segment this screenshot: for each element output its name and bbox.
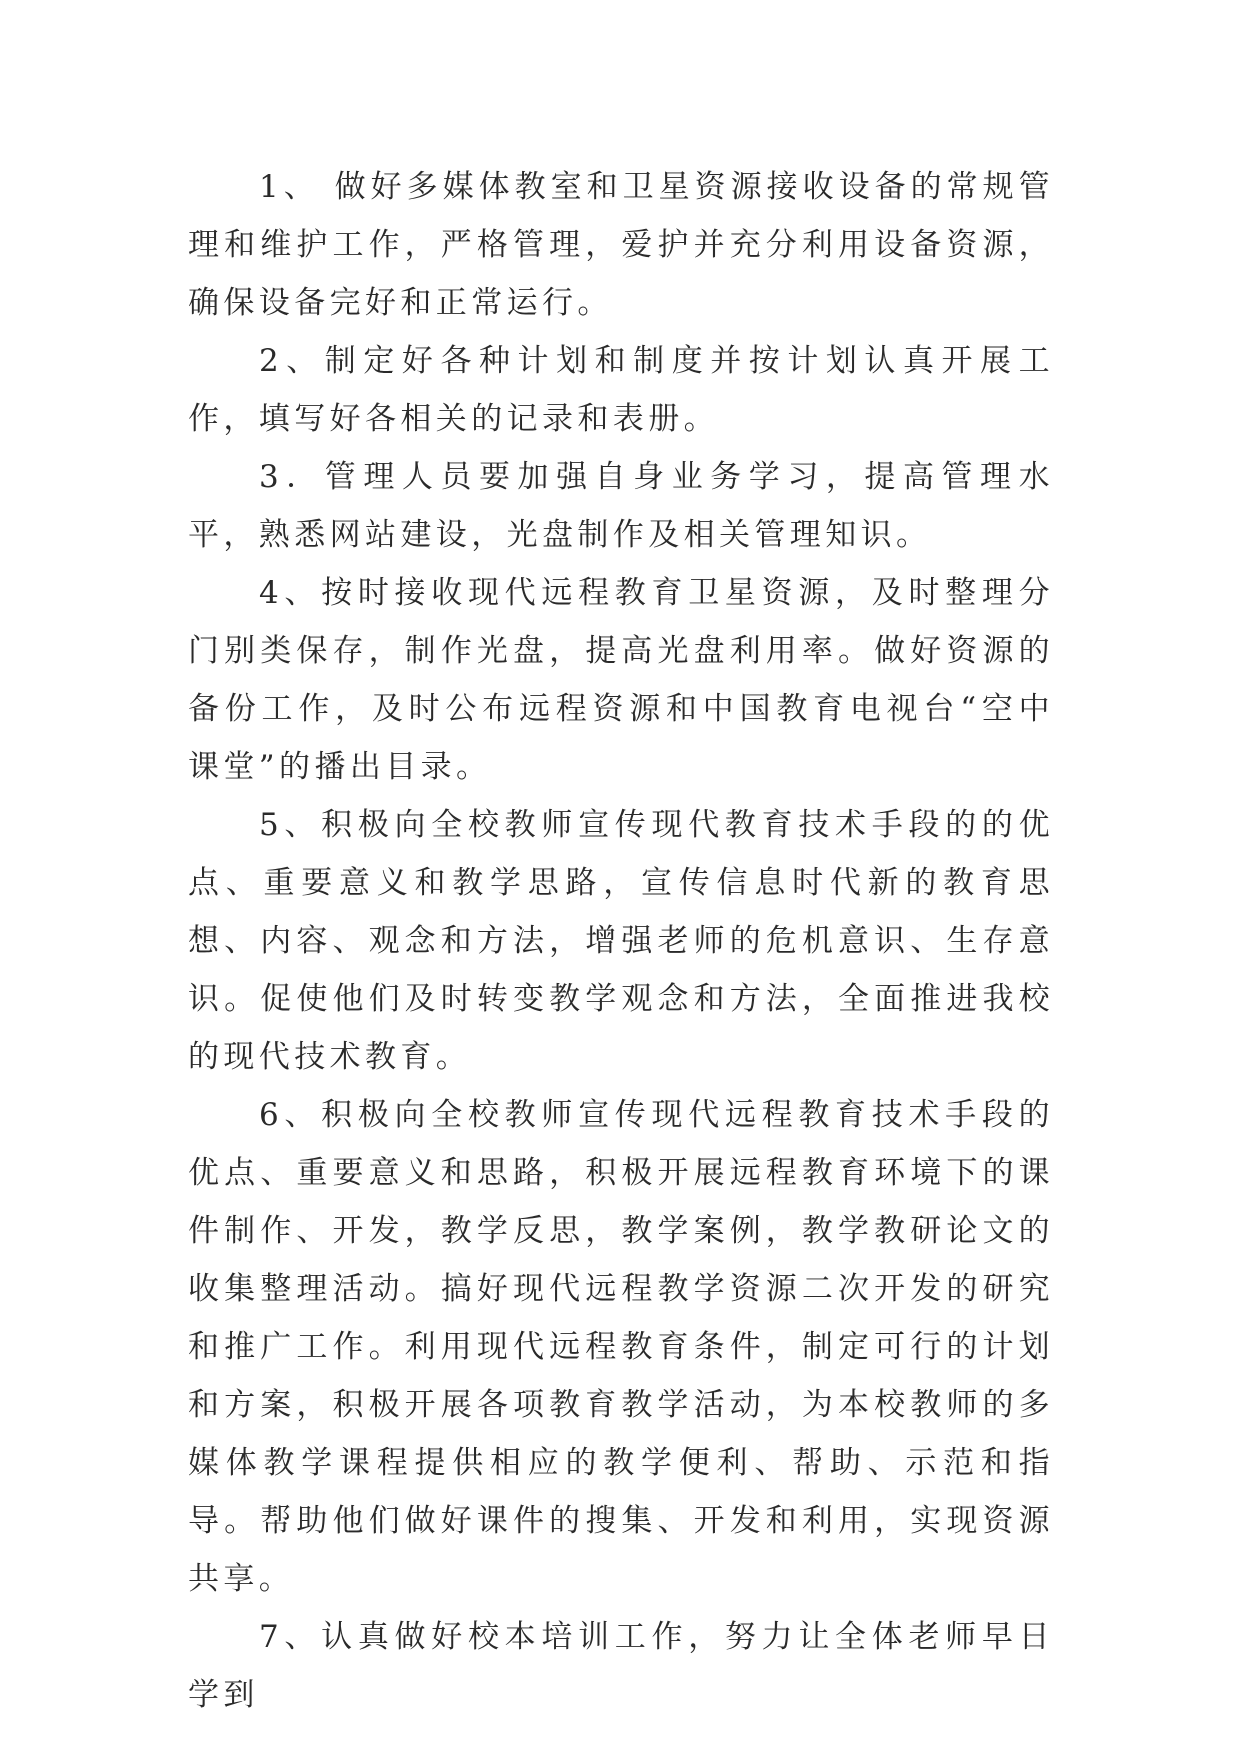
paragraph-3-text: 3．管理人员要加强自身业务学习，提高管理水平，熟悉网站建设，光盘制作及相关管理知识。: [188, 459, 1054, 553]
paragraph-6: [188, 1086, 1054, 1608]
paragraph-2: [188, 332, 1054, 448]
paragraph-4: [188, 564, 1054, 796]
paragraph-3: [188, 448, 1054, 564]
document-body: [188, 158, 1054, 1724]
paragraph-5: [188, 796, 1054, 1086]
paragraph-2-text: 2、制定好各种计划和制度并按计划认真开展工作，填写好各相关的记录和表册。: [188, 343, 1054, 437]
paragraph-7: [188, 1608, 1054, 1724]
paragraph-7-text: 7、认真做好校本培训工作，努力让全体老师早日学到: [188, 1619, 1054, 1713]
paragraph-1-text: 1、 做好多媒体教室和卫星资源接收设备的常规管理和维护工作，严格管理，爱护并充分利用设备资源，确保设备完好和正常运行。: [188, 169, 1054, 321]
paragraph-6-text: 6、积极向全校教师宣传现代远程教育技术手段的优点、重要意义和思路，积极开展远程教育环境下的课件制作、开发，教学反思，教学案例，教学教研论文的收集整理活动。搞好现代远程教学资源二次开发的研究和推广工作。利用现代远程教育条件，制定可行的计划和方案，积极开展各项教育教学活动，为本校教师的多媒体教学课程提供相应的教学便利、帮助、示范和指导。帮助他们做好课件的搜集、开发和利用，实现资源共享。: [188, 1097, 1054, 1597]
paragraph-1: [188, 158, 1054, 332]
paragraph-5-text: 5、积极向全校教师宣传现代教育技术手段的的优点、重要意义和教学思路，宣传信息时代新的教育思想、内容、观念和方法，增强老师的危机意识、生存意识。促使他们及时转变教学观念和方法，全面推进我校的现代技术教育。: [188, 807, 1054, 1075]
paragraph-4-text: 4、按时接收现代远程教育卫星资源，及时整理分门别类保存，制作光盘，提高光盘利用率。做好资源的备份工作，及时公布远程资源和中国教育电视台“空中课堂”的播出目录。: [188, 575, 1054, 785]
